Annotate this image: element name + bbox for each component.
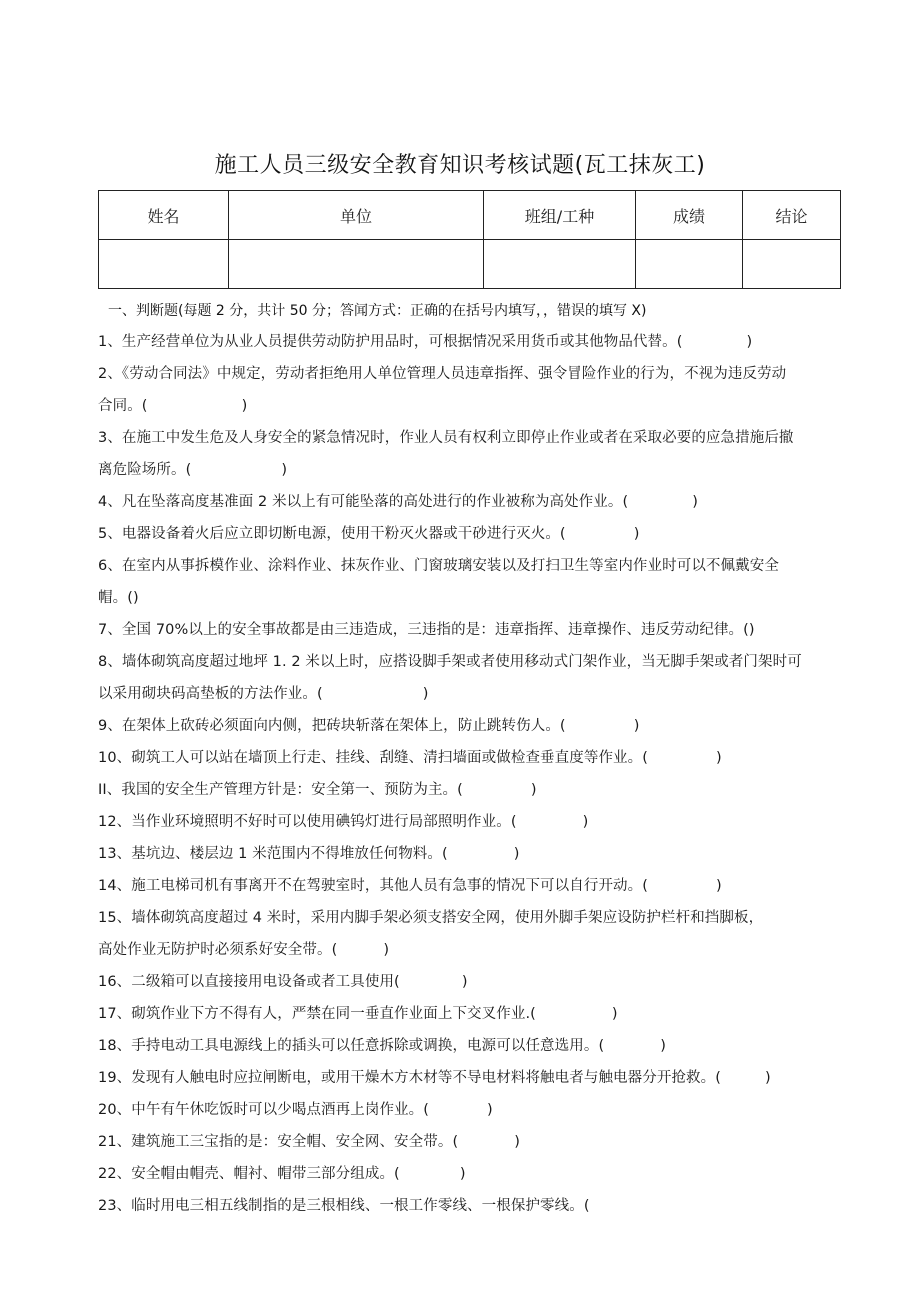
question-line: 5、电器设备着火后应立即切断电源，使用干粉灭火器或干砂进行灭火。( ) [98, 526, 640, 542]
question-line: 7、全国 70%以上的安全事故都是由三违造成，三违指的是：违章指挥、违章操作、违反劳动纪律。() [98, 622, 755, 638]
section-heading: 一、判断题(每题 2 分，共计 50 分；答闻方式：正确的在括号内填写，，错误的填写 X) [108, 303, 647, 319]
question-line: 4、凡在坠落高度基准面 2 米以上有可能坠落的高处进行的作业被称为高处作业。( ) [98, 494, 698, 510]
name-cell[interactable] [99, 240, 229, 289]
question-line: 22、安全帽由帽壳、帽衬、帽带三部分组成。( ) [98, 1166, 466, 1182]
question-line: 15、墙体砌筑高度超过 4 米时，采用内脚手架必须支搭安全网，使用外脚手架应设防护栏杆和挡脚板， [98, 910, 764, 926]
name-header: 姓名 [99, 191, 229, 240]
question-line: 6、在室内从事拆模作业、涂料作业、抹灰作业、门窗玻璃安装以及打扫卫生等室内作业时可以不佩戴安全 [98, 558, 779, 574]
question-line: 12、当作业环境照明不好时可以使用碘钨灯进行局部照明作业。( ) [98, 814, 589, 830]
question-line: 以采用砌块码高垫板的方法作业。( ) [98, 686, 429, 702]
conclusion-header: 结论 [743, 191, 841, 240]
question-line: 16、二级箱可以直接接用电设备或者工具使用( ) [98, 974, 468, 990]
unit-cell[interactable] [229, 240, 484, 289]
question-line: 17、砌筑作业下方不得有人，严禁在同一垂直作业面上下交叉作业.( ) [98, 1006, 618, 1022]
question-line: 9、在架体上砍砖必须面向内侧，把砖块斩落在架体上，防止跳转伤人。( ) [98, 718, 640, 734]
info-table [98, 190, 841, 289]
score-cell[interactable] [636, 240, 743, 289]
question-line: 18、手持电动工具电源线上的插头可以任意拆除或调换，电源可以任意选用。( ) [98, 1038, 666, 1054]
question-line: 离危险场所。( ) [98, 462, 288, 478]
info-table-header-row [99, 191, 841, 240]
info-table-entry-row [99, 240, 841, 289]
score-header: 成绩 [636, 191, 743, 240]
question-line: 合同。( ) [98, 398, 248, 414]
question-line: 21、建筑施工三宝指的是：安全帽、安全网、安全带。( ) [98, 1134, 520, 1150]
question-line: 14、施工电梯司机有事离开不在驾驶室时，其他人员有急事的情况下可以自行开动。( ) [98, 878, 722, 894]
question-line: 帽。() [98, 590, 139, 606]
page-title: 施工人员三级安全教育知识考核试题(瓦工抹灰工) [214, 153, 706, 178]
question-line: 23、临时用电三相五线制指的是三根相线、一根工作零线、一根保护零线。( [98, 1198, 590, 1214]
question-line: 3、在施工中发生危及人身安全的紧急情况时，作业人员有权利立即停止作业或者在采取必要的应急措施后撤 [98, 430, 794, 446]
question-line: 2、《劳动合同法》中规定，劳动者拒绝用人单位管理人员违章指挥、强令冒险作业的行为，不视为违反劳动 [98, 366, 787, 382]
question-line: 10、砌筑工人可以站在墙顶上行走、挂线、刮缝、清扫墙面或做检查垂直度等作业。( ) [98, 750, 722, 766]
conclusion-cell[interactable] [743, 240, 841, 289]
question-line: 高处作业无防护时必须系好安全带。( ) [98, 942, 390, 958]
team-cell[interactable] [484, 240, 636, 289]
team-header: 班组/工种 [484, 191, 636, 240]
question-line: 19、发现有人触电时应拉闸断电，或用干燥木方木材等不导电材料将触电者与触电器分开抢救。( ) [98, 1070, 771, 1086]
question-line: II、我国的安全生产管理方针是：安全第一、预防为主。( ) [98, 782, 537, 798]
question-line: 13、基坑边、楼层边 1 米范围内不得堆放任何物料。( ) [98, 846, 520, 862]
unit-header: 单位 [229, 191, 484, 240]
question-line: 1、生产经营单位为从业人员提供劳动防护用品时，可根据情况采用货币或其他物品代替。( ) [98, 334, 753, 350]
question-line: 20、中午有午休吃饭时可以少喝点酒再上岗作业。( ) [98, 1102, 493, 1118]
question-line: 8、墙体砌筑高度超过地坪 1. 2 米以上时，应搭设脚手架或者使用移动式门架作业，当无脚手架或者门架时可 [98, 654, 802, 670]
